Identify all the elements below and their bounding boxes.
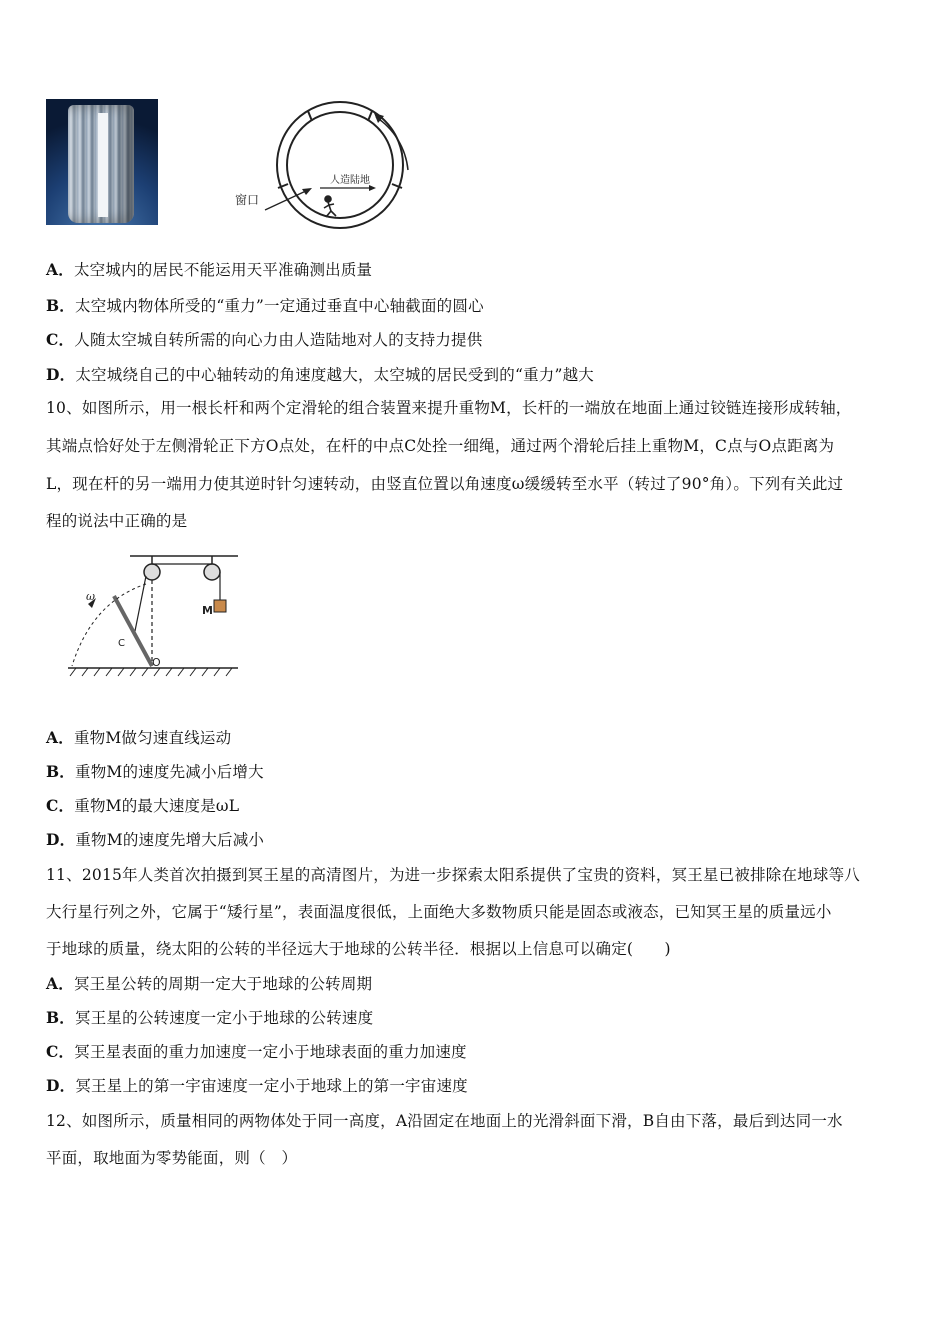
q11-stem-line-2: 大行星行列之外，它属于“矮行星”，表面温度很低，上面绝大多数物质只能是固态或液态，已知冥王星的质量远小 (46, 903, 832, 921)
space-city-window-strip (98, 113, 108, 217)
space-city-ring-diagram (228, 100, 418, 235)
q11-option-a[interactable]: A．冥王星公转的周期一定大于地球的公转周期 (46, 974, 373, 993)
q11-stem-line-3: 于地球的质量，绕太阳的公转的半径远大于地球的公转半径．根据以上信息可以确定( ) (46, 940, 671, 958)
q11-option-b[interactable]: B．冥王星的公转速度一定小于地球的公转速度 (46, 1008, 374, 1027)
q9-option-b[interactable]: B．太空城内物体所受的“重力”一定通过垂直中心轴截面的圆心 (46, 296, 484, 315)
ring-window-mark (368, 111, 372, 121)
ground-hatch (70, 668, 232, 676)
q10-stem-line-3: L，现在杆的另一端用力使其逆时针匀速转动，由竖直位置以角速度ω缓缓转至水平（转过了90°角）。下列有关此过 (46, 475, 844, 493)
pulley-rod-diagram (62, 552, 252, 682)
q9-option-d[interactable]: D．太空城绕自己的中心轴转动的角速度越大，太空城的居民受到的“重力”越大 (46, 365, 594, 384)
q10-option-a[interactable]: A．重物M做匀速直线运动 (46, 728, 232, 747)
pulley-left (144, 564, 160, 580)
pulley-right (204, 564, 220, 580)
o-label: O (152, 656, 161, 669)
space-city-photo (46, 99, 158, 225)
rotation-arc (72, 584, 146, 666)
ring-inner (287, 112, 393, 218)
ground-pointer-head (369, 185, 376, 191)
rod (114, 596, 152, 666)
q10-option-d[interactable]: D．重物M的速度先增大后减小 (46, 830, 265, 849)
q12-stem-line-1: 12、如图所示，质量相同的两物体处于同一高度，A沿固定在地面上的光滑斜面下滑，B自由下落，最后到达同一水 (46, 1112, 843, 1130)
q11-stem-line-1: 11、2015年人类首次拍摄到冥王星的高清图片，为进一步探索太阳系提供了宝贵的资料，冥王星已被排除在地球等八 (46, 866, 860, 884)
ground-label: 人造陆地 (330, 175, 370, 186)
q12-stem-line-2: 平面，取地面为零势能面，则（ ） (46, 1149, 298, 1167)
ring-outer (277, 102, 403, 228)
window-pointer (265, 190, 308, 210)
q11-option-d[interactable]: D．冥王星上的第一宇宙速度一定小于地球上的第一宇宙速度 (46, 1076, 468, 1095)
c-label: C (118, 638, 125, 649)
ring-window-mark (308, 111, 312, 121)
q10-stem-line-1: 10、如图所示，用一根长杆和两个定滑轮的组合装置来提升重物M，长杆的一端放在地面上通过铰链连接形成转轴， (46, 399, 852, 417)
q9-option-c[interactable]: C．人随太空城自转所需的向心力由人造陆地对人的支持力提供 (46, 330, 483, 349)
mass-label: M (202, 604, 213, 617)
q10-option-b[interactable]: B．重物M的速度先减小后增大 (46, 762, 264, 781)
window-label: 窗口 (235, 193, 260, 207)
q10-stem-line-4: 程的说法中正确的是 (46, 512, 188, 530)
q11-option-c[interactable]: C．冥王星表面的重力加速度一定小于地球表面的重力加速度 (46, 1042, 467, 1061)
person-icon (324, 196, 336, 217)
q9-option-a[interactable]: A．太空城内的居民不能运用天平准确测出质量 (46, 260, 373, 279)
q10-stem-line-2: 其端点恰好处于左侧滑轮正下方O点处，在杆的中点C处拴一细绳，通过两个滑轮后挂上重物M，C点与O点距离为 (46, 437, 835, 455)
mass-block (214, 600, 226, 612)
q10-option-c[interactable]: C．重物M的最大速度是ωL (46, 796, 240, 815)
omega-label: ω (86, 590, 95, 603)
